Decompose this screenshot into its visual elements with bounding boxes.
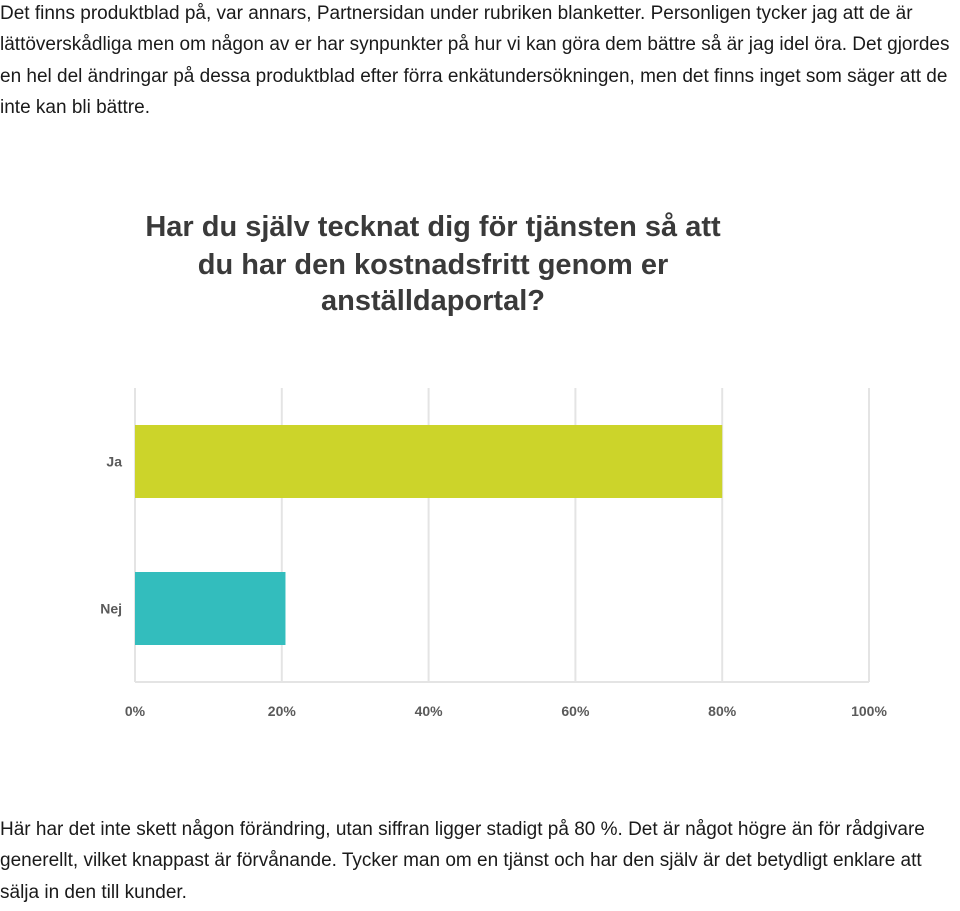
category-label-nej: Nej [100,600,122,617]
chart-title-line-2: du har den kostnadsfritt genom er [197,249,669,281]
category-label-ja: Ja [106,453,122,470]
outro-paragraph: Här har det inte skett någon förändring, utan siffran ligger stadigt på 80 %. Det är något högre än för rådgivare generellt, vilket knappast är förvånande. Tycker man om en tjänst och har den själv är det betydligt enklare att sälja in den till kunder. [0,819,925,903]
intro-paragraph: Det finns produktblad på, var annars, Partnersidan under rubriken blanketter. Personligen tycker jag att de är lättöverskådliga men om någon av er har synpunkter på hur vi kan göra dem bättre så är jag idel öra. Det gjordes en hel del ändringar på dessa produktblad efter förra enkätundersökningen, men det finns inget som säger att de inte kan bli bättre. [0,3,950,118]
x-tick-label-0: 0% [124,703,146,719]
x-tick-label-20: 20% [267,703,296,719]
x-tick-label-40: 40% [414,703,443,719]
bar-nej [135,572,285,645]
x-tick-label-80: 80% [708,703,737,719]
x-tick-label-60: 60% [561,703,590,719]
chart-title-line-1: Har du själv tecknat dig för tjänsten så att [145,211,721,243]
chart-title-line-3: anställdaportal? [321,285,545,317]
bar-ja [135,425,722,498]
x-tick-label-100: 100% [851,703,887,719]
plot-area [100,388,887,719]
